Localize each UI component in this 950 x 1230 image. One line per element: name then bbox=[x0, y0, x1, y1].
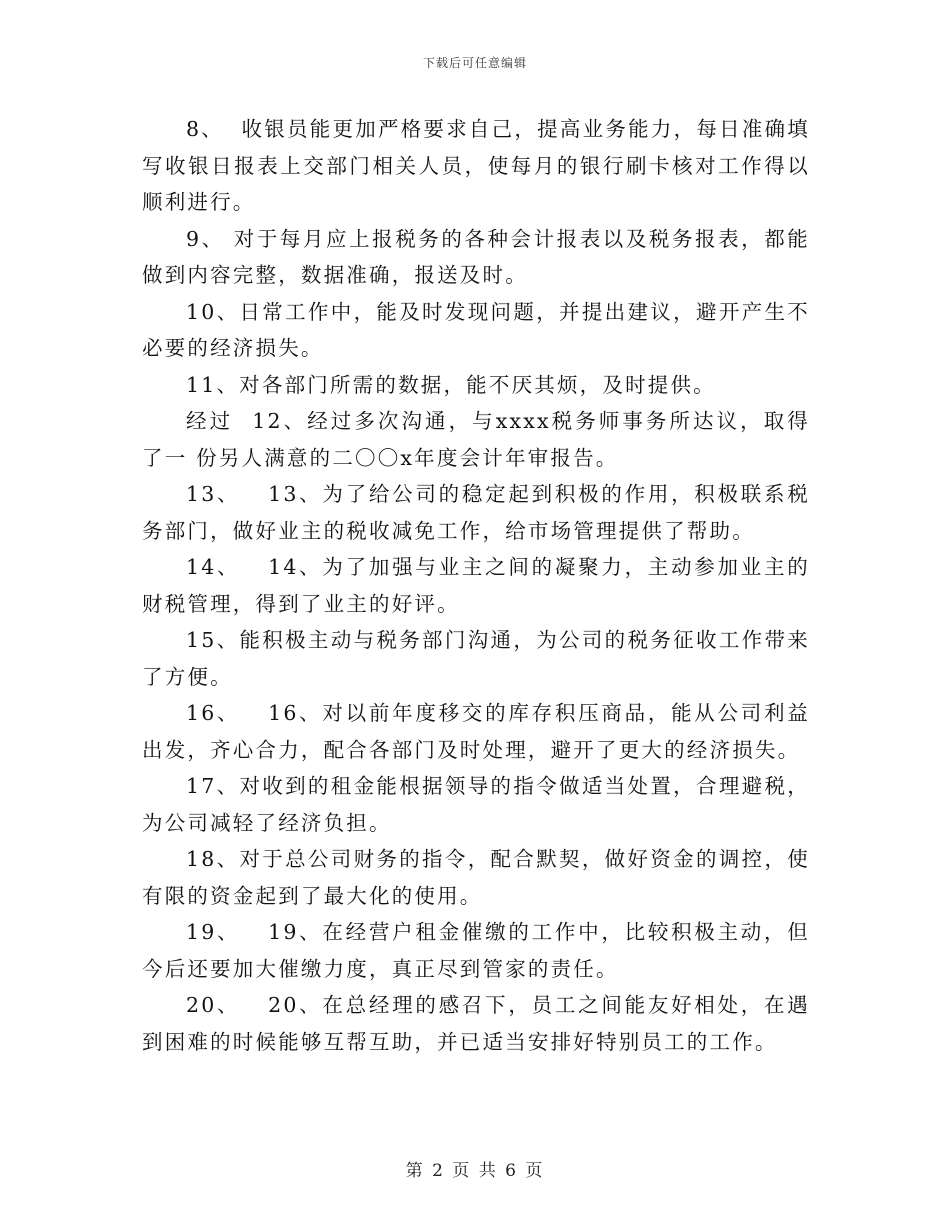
paragraph-15: 15、能积极主动与税务部门沟通，为公司的税务征收工作带来了方便。 bbox=[142, 628, 810, 689]
paragraph-18: 18、对于总公司财务的指令，配合默契，做好资金的调控，使有限的资金起到了最大化的使用。 bbox=[142, 847, 810, 908]
paragraph-10: 10、日常工作中，能及时发现问题，并提出建议，避开产生不必要的经济损失。 bbox=[142, 299, 810, 360]
paragraph-13: 13、 13、为了给公司的稳定起到积极的作用，积极联系税务部门，做好业主的税收减免工作，给市场管理提供了帮助。 bbox=[142, 482, 810, 543]
paragraph-8: 8、 收银员能更加严格要求自己，提高业务能力，每日准确填写收银日报表上交部门相关人员，使每月的银行刷卡核对工作得以顺利进行。 bbox=[142, 117, 810, 214]
paragraph-9: 9、 对于每月应上报税务的各种会计报表以及税务报表，都能做到内容完整，数据准确，报送及时。 bbox=[142, 226, 810, 287]
paragraph-11: 11、对各部门所需的数据，能不厌其烦，及时提供。 bbox=[186, 372, 716, 397]
paragraph-17: 17、对收到的租金能根据领导的指令做适当处置，合理避税，为公司减轻了经济负担。 bbox=[142, 774, 810, 835]
page-footer: 第 2 页 共 6 页 bbox=[405, 1161, 545, 1181]
paragraph-20: 20、 20、在总经理的感召下，员工之间能友好相处，在遇到困难的时候能够互帮互助，并已适当安排好特别员工的工作。 bbox=[142, 993, 810, 1054]
paragraph-19: 19、 19、在经营户租金催缴的工作中，比较积极主动，但今后还要加大催缴力度，真正尽到管家的责任。 bbox=[142, 920, 810, 981]
paragraph-14: 14、 14、为了加强与业主之间的凝聚力，主动参加业主的财税管理，得到了业主的好评。 bbox=[142, 555, 810, 616]
paragraph-12: 经过 12、经过多次沟通，与xxxx税务师事务所达议，取得了一 份另人满意的二〇〇x年度会计年审报告。 bbox=[142, 409, 810, 470]
header-note: 下载后可任意编辑 bbox=[422, 56, 527, 70]
paragraph-16: 16、 16、对以前年度移交的库存积压商品，能从公司利益出发，齐心合力，配合各部门及时处理，避开了更大的经济损失。 bbox=[142, 701, 810, 762]
document-body bbox=[142, 111, 810, 1060]
